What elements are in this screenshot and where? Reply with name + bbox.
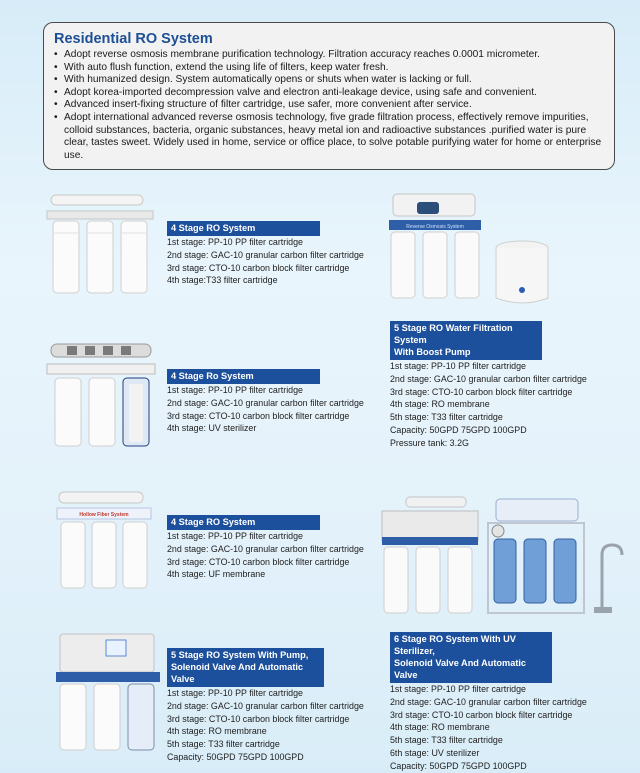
spec-item: 2nd stage: GAC-10 granular carbon filter cartridge [390,373,587,384]
spec-item: 4th stage: UF membrane [167,569,266,580]
product-image-5-stage-boost-pump [387,190,557,310]
spec-item: 2nd stage: GAC-10 granular carbon filter cartridge [167,397,364,408]
intro-bullet: • Adopt korea-imported decompression valve and electron anti-leakage device, using safe and convenient. [54,87,604,100]
spec-item: Capacity: 50GPD 75GPD 100GPD [390,424,527,435]
spec-item: 1st stage: PP-10 PP filter cartridge [390,361,526,371]
spec-item: Pressure tank: 3.2G [390,437,469,448]
product-title [390,632,552,683]
product-title [167,369,320,384]
product-4-stage-ro [167,218,364,287]
spec-item: 4th stage: RO membrane [167,726,267,737]
product-specs [167,530,364,581]
product-4-stage-uv [167,366,364,435]
intro-title: Residential RO System [54,31,213,47]
product-5-stage-pump-solenoid [167,648,364,764]
product-title-line: With Boost Pump [394,347,471,357]
spec-item: 4th stage:T33 filter cartridge [167,275,278,286]
product-title-line: 6 Stage RO System With UV Sterilizer, [394,634,516,656]
spec-item: 6th stage: UV sterilizer [390,747,480,758]
product-title-line: 4 Stage Ro System [171,371,254,381]
product-specs [390,683,587,773]
intro-bullet: • Adopt reverse osmosis membrane purification technology. Filtration accuracy reaches 0.0001 micrometer. [54,49,604,62]
product-title-line: Solenoid Valve And Automatic Valve [171,662,304,684]
product-title-line: 5 Stage RO System With Pump, [171,650,309,660]
product-image-4-stage-ro [45,193,155,298]
spec-item: 1st stage: PP-10 PP filter cartridge [390,684,526,694]
product-image-5-stage-pump-solenoid [54,630,162,752]
spec-item: 3rd stage: CTO-10 carbon block filter cartridge [390,709,573,720]
intro-bullet: • With auto flush function, extend the using life of filters, keep water fresh. [54,62,604,75]
spec-item: 3rd stage: CTO-10 carbon block filter cartridge [167,262,350,273]
spec-item: Capacity: 50GPD 75GPD 100GPD [167,751,304,762]
product-image-4-stage-uv [45,338,157,450]
product-image-6-stage-uv [378,495,628,617]
spec-item: 1st stage: PP-10 PP filter cartridge [167,237,303,247]
product-specs [167,384,364,435]
spec-item: 2nd stage: GAC-10 granular carbon filter cartridge [167,700,364,711]
panel-label: Reverse Osmosis System [406,224,464,230]
spec-item: 2nd stage: GAC-10 granular carbon filter cartridge [390,696,587,707]
product-title [167,221,320,236]
spec-item: 3rd stage: CTO-10 carbon block filter cartridge [390,386,573,397]
spec-item: 3rd stage: CTO-10 carbon block filter cartridge [167,713,350,724]
product-specs [167,687,364,764]
intro-box [43,22,615,170]
product-title-line: 4 Stage RO System [171,517,256,527]
product-image-4-stage-uf [55,488,153,590]
spec-item: 1st stage: PP-10 PP filter cartridge [167,385,303,395]
product-title-line: 5 Stage RO Water Filtration System [394,323,513,345]
product-title [167,515,320,530]
product-title-line: Solenoid Valve And Automatic Valve [394,658,527,680]
spec-item: 5th stage: T33 filter cartridge [167,739,280,750]
spec-item: 5th stage: T33 filter cartridge [390,412,503,423]
intro-bullet: • Adopt international advanced reverse osmosis technology, five grade filtration process, effectively remove impurities, colloid substances, bacteria, organic substances, heavy metal ion and radioactive substances .purified water is pure clear, tastes sweet. Widely used in home, service or office place, to solve potable purifying water for home or enterprise use. [54,112,604,162]
panel-label: Hollow Fiber System [79,512,129,518]
product-6-stage-uv [390,632,587,773]
spec-item: 2nd stage: GAC-10 granular carbon filter cartridge [167,543,364,554]
spec-item: 3rd stage: CTO-10 carbon block filter cartridge [167,410,350,421]
spec-item: 4th stage: RO membrane [390,722,490,733]
spec-item: 1st stage: PP-10 PP filter cartridge [167,531,303,541]
spec-item: 5th stage: T33 filter cartridge [390,735,503,746]
product-specs [167,236,364,287]
product-specs [390,360,587,450]
intro-bullet: • With humanized design. System automatically opens or shuts when water is lacking or full. [54,74,604,87]
product-4-stage-uf [167,512,364,581]
spec-item: 4th stage: UV sterilizer [167,423,257,434]
spec-item: Capacity: 50GPD 75GPD 100GPD [390,760,527,771]
product-title-line: 4 Stage RO System [171,223,256,233]
spec-item: 4th stage: RO membrane [390,399,490,410]
intro-bullets [54,49,604,162]
intro-bullet: • Advanced insert-fixing structure of filter cartridge, use safer, more convenient after service. [54,99,604,112]
spec-item: 1st stage: PP-10 PP filter cartridge [167,688,303,698]
product-5-stage-boost-pump [390,321,587,450]
spec-item: 3rd stage: CTO-10 carbon block filter cartridge [167,556,350,567]
spec-item: 2nd stage: GAC-10 granular carbon filter cartridge [167,249,364,260]
product-title [167,648,324,687]
product-title [390,321,542,360]
